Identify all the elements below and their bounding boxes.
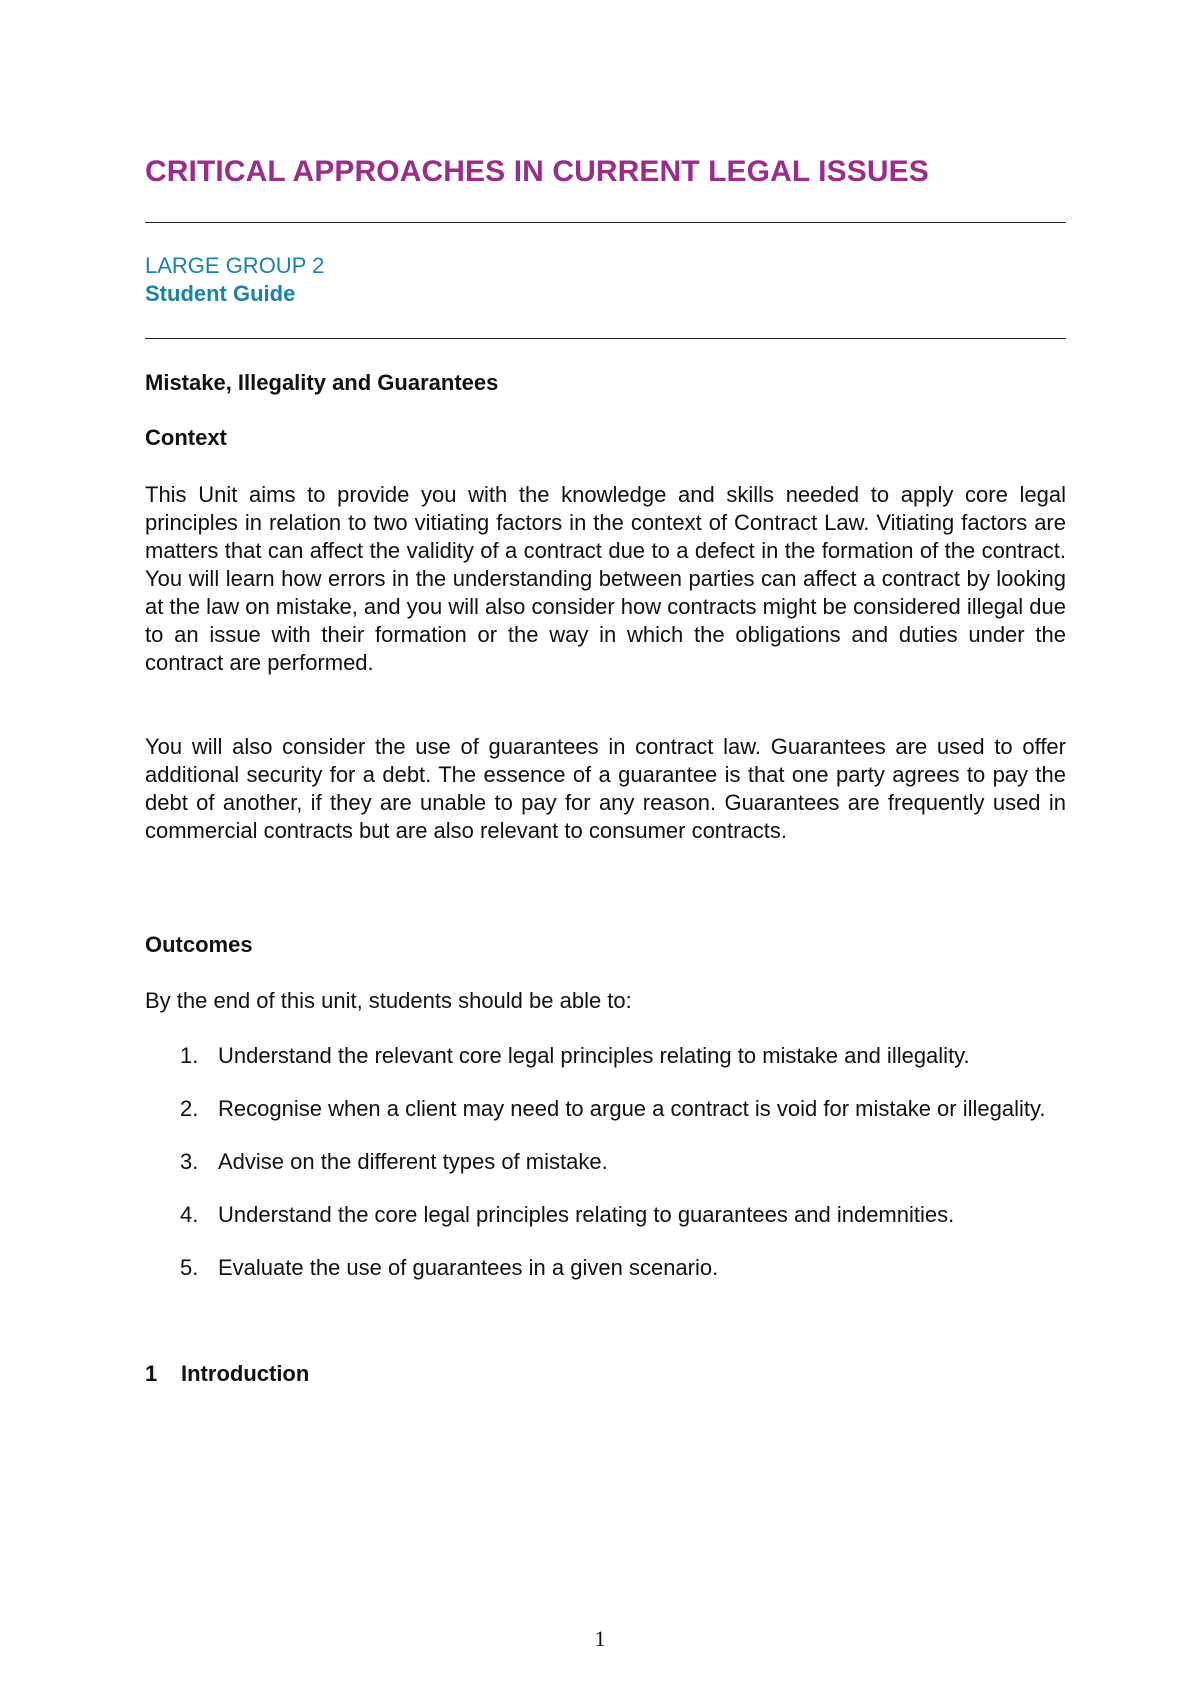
section-title: Introduction bbox=[181, 1361, 310, 1386]
guide-label: Student Guide bbox=[145, 281, 296, 306]
context-heading: Context bbox=[145, 425, 227, 450]
section-heading bbox=[145, 1361, 309, 1387]
outcome-text: Advise on the different types of mistake. bbox=[218, 1149, 608, 1174]
outcome-text: Evaluate the use of guarantees in a given scenario. bbox=[218, 1255, 719, 1280]
context-paragraph: You will also consider the use of guarantees in contract law. Guarantees are used to offer additional security for a debt. The essence of a guarantee is that one party agrees to pay the debt of another, if they are unable to pay for any reason. Guarantees are frequently used in commercial contracts but are also relevant to consumer contracts. bbox=[145, 734, 1066, 843]
outcome-number: 3. bbox=[180, 1149, 199, 1174]
outcome-item bbox=[145, 1095, 1066, 1123]
outcome-number: 4. bbox=[180, 1202, 199, 1227]
outcome-item bbox=[145, 1148, 1066, 1176]
outcome-number: 2. bbox=[180, 1096, 199, 1121]
outcomes-heading: Outcomes bbox=[145, 932, 253, 957]
outcomes-list bbox=[145, 1042, 1066, 1307]
outcome-number: 1. bbox=[180, 1043, 199, 1068]
outcome-item bbox=[145, 1042, 1066, 1070]
outcome-number: 5. bbox=[180, 1255, 199, 1280]
outcome-text: Understand the relevant core legal principles relating to mistake and illegality. bbox=[218, 1043, 970, 1068]
outcome-text: Recognise when a client may need to argue a contract is void for mistake or illegality. bbox=[218, 1096, 1046, 1121]
outcomes-intro: By the end of this unit, students should be able to: bbox=[145, 988, 632, 1013]
title-divider bbox=[145, 222, 1066, 223]
page-number: 1 bbox=[594, 1626, 606, 1651]
subtitle-divider bbox=[145, 338, 1066, 339]
outcome-item bbox=[145, 1254, 1066, 1282]
outcome-item bbox=[145, 1201, 1066, 1229]
section-number: 1 bbox=[145, 1361, 158, 1386]
context-paragraph: This Unit aims to provide you with the knowledge and skills needed to apply core legal principles in relation to two vitiating factors in the context of Contract Law. Vitiating factors are matters that can affect the validity of a contract due to a defect in the formation of the contract. You will learn how errors in the understanding between parties can affect a contract by looking at the law on mistake, and you will also consider how contracts might be considered illegal due to an issue with their formation or the way in which the obligations and duties under the contract are performed. bbox=[145, 482, 1066, 675]
unit-topic-heading: Mistake, Illegality and Guarantees bbox=[145, 370, 499, 395]
document-title: CRITICAL APPROACHES IN CURRENT LEGAL ISSUES bbox=[145, 155, 929, 188]
outcome-text: Understand the core legal principles relating to guarantees and indemnities. bbox=[218, 1202, 955, 1227]
group-label: LARGE GROUP 2 bbox=[145, 253, 325, 278]
